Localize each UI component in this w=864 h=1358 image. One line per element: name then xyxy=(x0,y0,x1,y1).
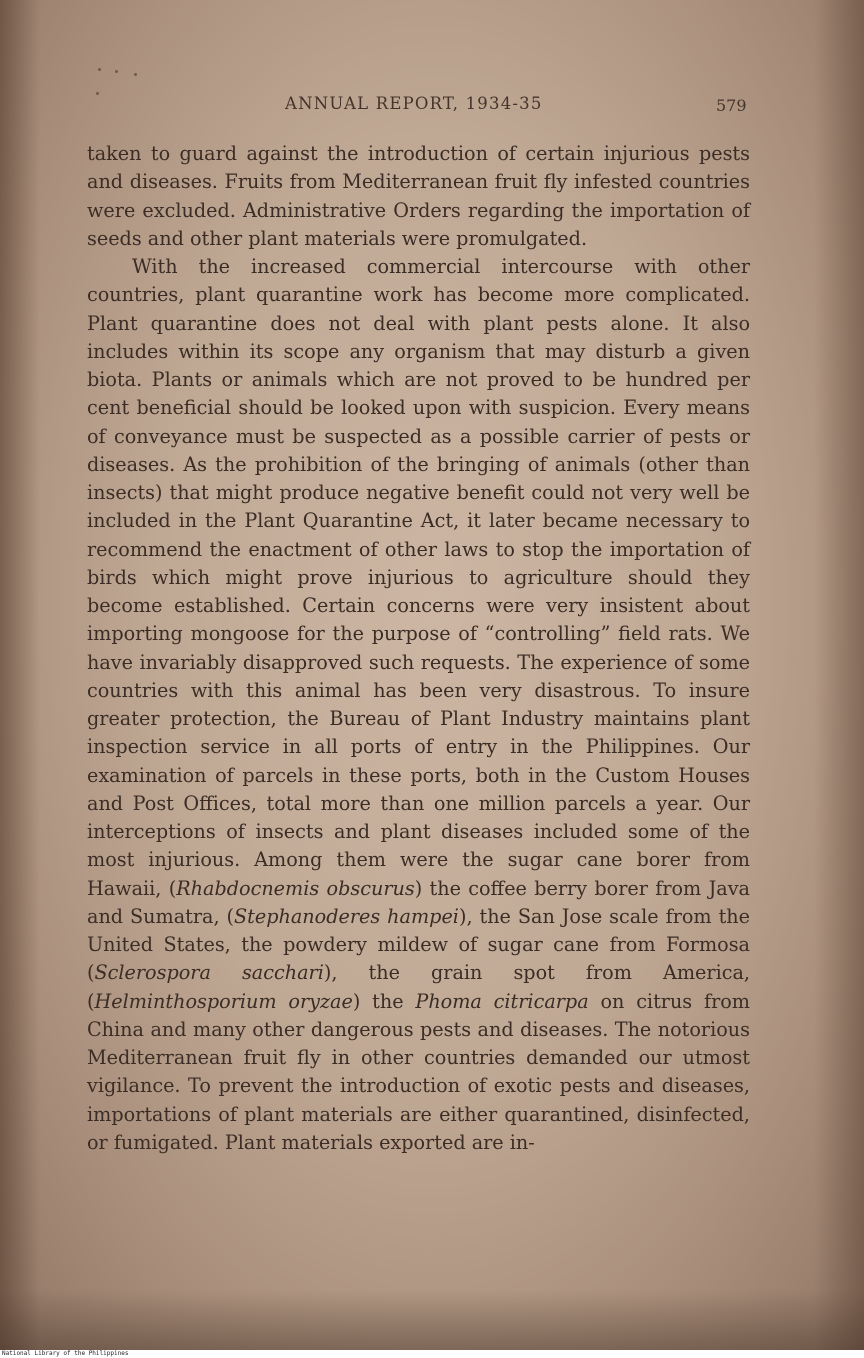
body-text xyxy=(87,140,750,1157)
paragraph-2 xyxy=(87,253,750,1157)
species-name: Stephanoderes hampei xyxy=(234,904,459,928)
page-edge-shadow-left xyxy=(0,0,40,1350)
running-head: ANNUAL REPORT, 1934-35 xyxy=(285,94,543,113)
text-run: ) the xyxy=(352,989,416,1013)
paper-speck xyxy=(115,70,118,73)
text-run: ) the coffee berry borer from Java and Sumatra, ( xyxy=(87,876,750,928)
text-run: ), the San Jose scale from the United States, the powdery mildew of sugar cane from Formosa ( xyxy=(87,904,750,985)
paragraph-1: taken to guard against the introduction of certain injurious pests and diseases. Fruits from Mediterranean fruit fly infested countries were excluded. Administrative Orders regarding the importation of seeds and other plant materials were promulgated. xyxy=(87,142,750,250)
species-name: Helminthosporium oryzae xyxy=(94,989,353,1013)
species-name: Sclerospora sacchari xyxy=(94,961,324,985)
paper-speck xyxy=(96,92,99,95)
text-run: With the increased commercial intercourse with other countries, plant quarantine work has become more complicated. Plant quarantine does not deal with plant pests alone. It also includes within its scope any organism that may disturb a given biota. Plants or animals which are not proved to be hundred per cent beneficial should be looked upon with suspicion. Every means of conveyance must be suspected as a possible carrier of pests or diseases. As the prohibition of the bringing of animals (other than insects) that might produce negative benefit could not very well be included in the Plant Quarantine Act, it later became necessary to recommend the enactment of other laws to stop the importation of birds which might prove injurious to agriculture should they become established. Certain concerns were very insistent about importing mongoose for the purpose of “controlling” field rats. We have invariably disapproved such requests. The experience of some countries with this animal has been very disastrous. To insure greater protection, the Bureau of Plant Industry maintains plant inspection service in all ports of entry in the Philippines. Our examination of parcels in these ports, both in the Custom Houses and Post Offices, total more than one million parcels a year. Our interceptions of insects and plant diseases included some of the most injurious. Among them were the sugar cane borer from Hawaii, ( xyxy=(87,255,750,900)
paper-speck xyxy=(98,68,101,71)
library-credit: National Library of the Philippines xyxy=(0,1350,864,1358)
text-run: ), the grain spot from America, ( xyxy=(87,961,750,1013)
text-run: on citrus from China and many other dangerous pests and diseases. The notorious Mediterranean fruit fly in other countries demanded our utmost vigilance. To prevent the introduction of exotic pests and diseases, importations of plant materials are either quarantined, disinfected, or fumigated. Plant materials exported are in- xyxy=(87,989,750,1154)
page-number: 579 xyxy=(716,96,747,115)
page-edge-shadow-bottom xyxy=(0,1290,864,1350)
page-edge-shadow-right xyxy=(814,0,864,1350)
species-name: Phoma citricarpa xyxy=(415,989,589,1013)
species-name: Rhabdocnemis obscurus xyxy=(176,876,415,900)
paper-speck xyxy=(134,73,137,76)
